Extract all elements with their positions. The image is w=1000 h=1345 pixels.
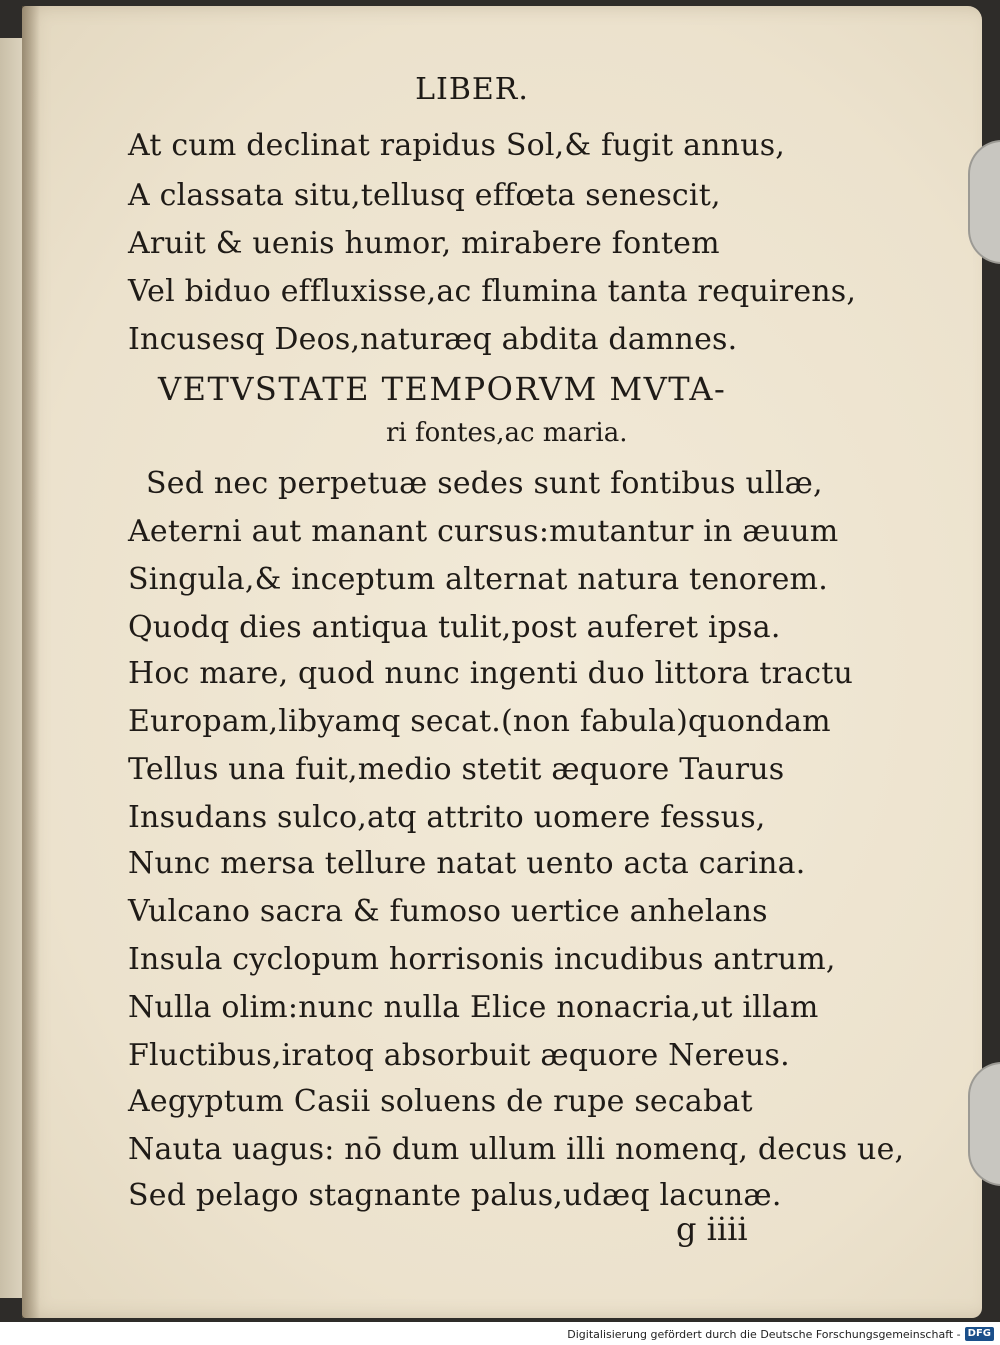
verse-line: Hoc mare, quod nunc ingenti duo littora tractu <box>128 656 853 691</box>
verse-line: Quodq dies antiqua tulit,post auferet ipsa. <box>128 610 781 645</box>
signature-mark: g iiii <box>676 1210 748 1248</box>
verse-line: Sed pelago stagnante palus,udæq lacunæ. <box>128 1178 782 1213</box>
verse-line: Insula cyclopum horrisonis incudibus antrum, <box>128 942 836 977</box>
verse-line: Fluctibus,iratoq absorbuit æquore Nereus. <box>128 1038 790 1073</box>
running-header <box>0 72 1000 107</box>
digitization-credit <box>567 1326 994 1342</box>
section-heading-continuation: ri fontes,ac maria. <box>386 418 628 448</box>
verse-line: A classata situ,tellusq effœta senescit, <box>128 178 721 213</box>
verse-line: Nulla olim:nunc nulla Elice nonacria,ut illam <box>128 990 819 1025</box>
verse-line: At cum declinat rapidus Sol,& fugit annus, <box>128 128 786 163</box>
verse-line: Vel biduo effluxisse,ac flumina tanta requirens, <box>128 274 857 309</box>
verse-line: Tellus una fuit,medio stetit æquore Taurus <box>128 752 785 787</box>
verse-line: Vulcano sacra & fumoso uertice anhelans <box>128 894 768 929</box>
verse-line: Singula,& inceptum alternat natura tenorem. <box>128 562 828 597</box>
verse-line: Aegyptum Casii soluens de rupe secabat <box>128 1084 753 1119</box>
credit-text: Digitalisierung gefördert durch die Deutsche Forschungsgemeinschaft - <box>567 1327 961 1341</box>
page-gutter-shadow <box>22 6 40 1318</box>
page-clip-bottom <box>968 1062 1000 1186</box>
verse-line: Aeterni aut manant cursus:mutantur in æuum <box>128 514 839 549</box>
verse-line: Incusesq Deos,naturæq abdita damnes. <box>128 322 738 357</box>
verse-line: Nauta uagus: nō dum ullum illi nomenq, decus ue, <box>128 1132 905 1167</box>
verse-line: Insudans sulco,atq attrito uomere fessus, <box>128 800 766 835</box>
verse-line: Europam,libyamq secat.(non fabula)quondam <box>128 704 831 739</box>
dfg-logo: DFG <box>965 1327 994 1341</box>
verse-line: Sed nec perpetuæ sedes sunt fontibus ullæ, <box>146 466 823 501</box>
verse-line: Nunc mersa tellure natat uento acta carina. <box>128 846 806 881</box>
page-clip-top <box>968 140 1000 264</box>
running-header-text: LIBER. <box>415 72 529 107</box>
section-heading: VETVSTATE TEMPORVM MVTA- <box>158 370 727 408</box>
verse-line: Aruit & uenis humor, mirabere fontem <box>128 226 720 261</box>
